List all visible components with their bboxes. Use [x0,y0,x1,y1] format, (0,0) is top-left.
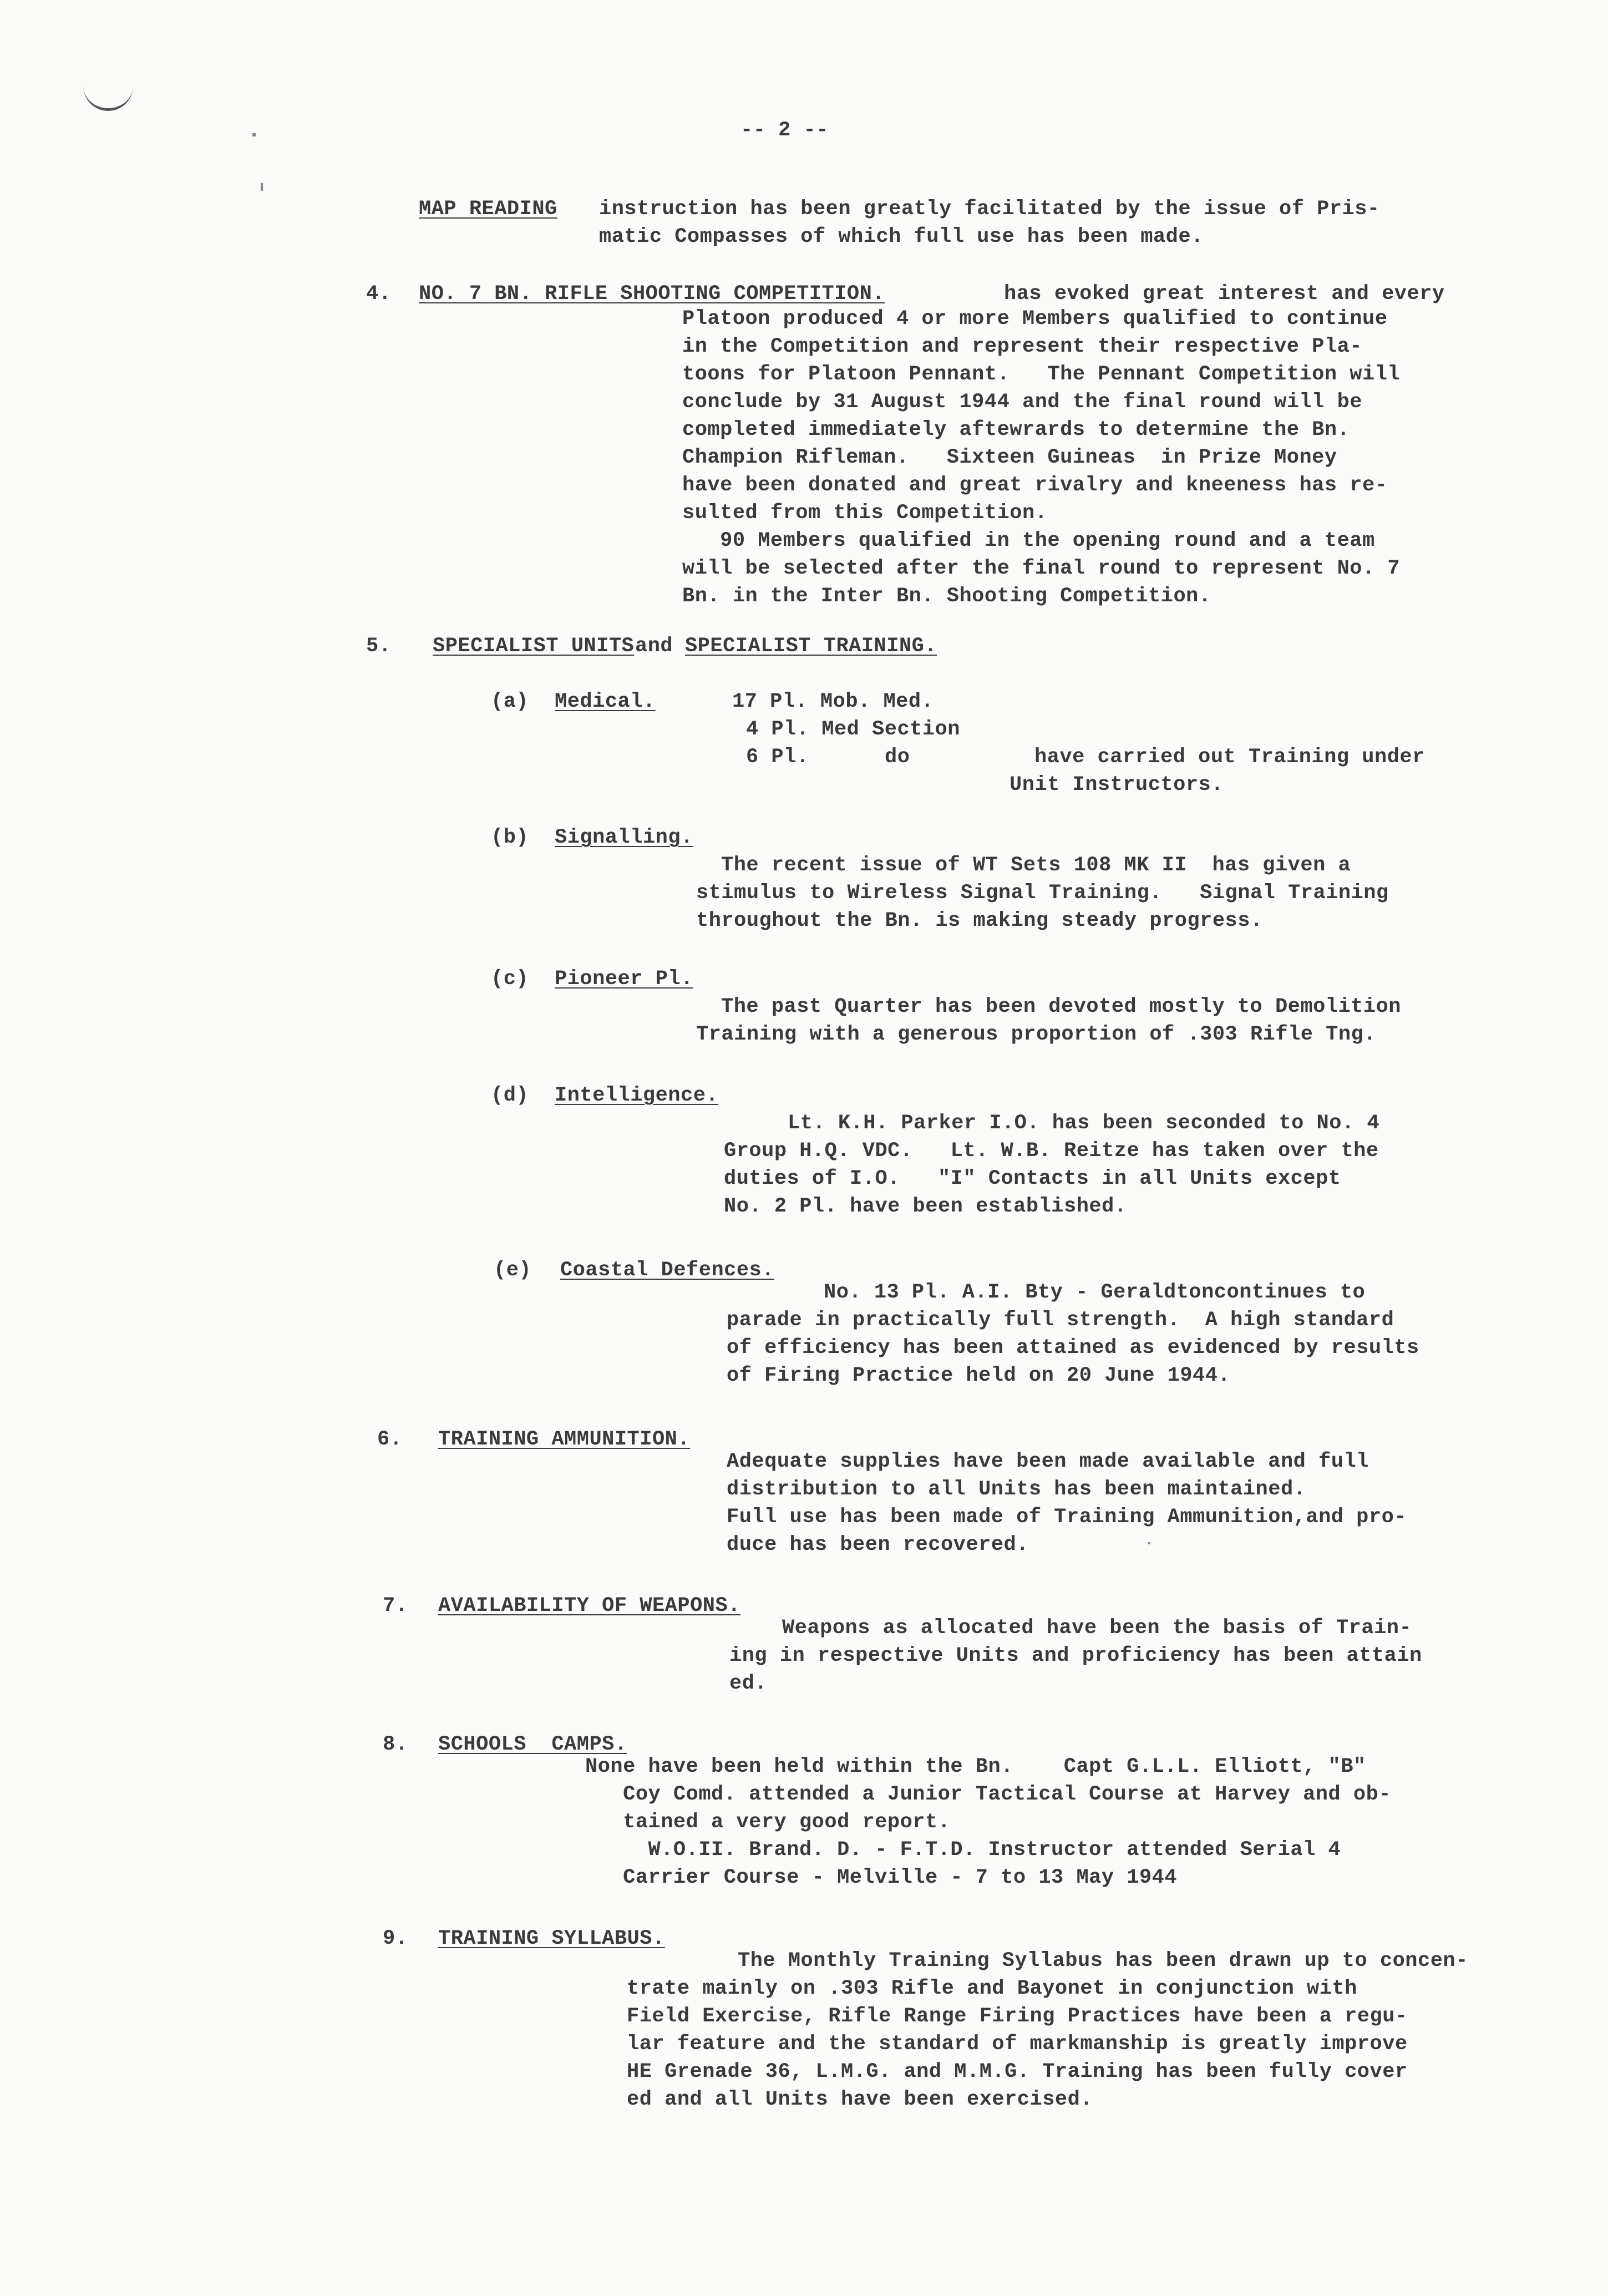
section-5-heading-part: and [635,635,673,658]
subsection-e-label: (e) [494,1259,532,1282]
subsection-e-line: parade in practically full strength. A high standard [727,1309,1394,1332]
subsection-b-line: stimulus to Wireless Signal Training. Signal Training [696,881,1389,905]
ink-speck [261,183,263,191]
section-9-line: Field Exercise, Rifle Range Firing Practices have been a regu- [627,2005,1408,2028]
subsection-b-label: (b) [491,826,529,849]
section-8-line: Carrier Course - Melville - 7 to 13 May 1944 [585,1866,1178,1889]
section-8-heading: SCHOOLS CAMPS. [438,1733,627,1756]
section-8-line: Coy Comd. attended a Junior Tactical Course at Harvey and ob- [585,1783,1392,1806]
section-6-line: Full use has been made of Training Ammunition,and pro- [727,1506,1407,1529]
section-8-line: None have been held within the Bn. Capt G.L.L. Elliott, "B" [585,1755,1366,1778]
section-4-line: 90 Members qualified in the opening round and a team [682,529,1375,553]
subsection-d-line: Lt. K.H. Parker I.O. has been seconded to No. 4 [788,1112,1380,1135]
section-9-line: trate mainly on .303 Rifle and Bayonet in conjunction with [627,1977,1357,2000]
subsection-a-title: Medical. [555,690,656,713]
section-8-line: W.O.II. Brand. D. - F.T.D. Instructor attended Serial 4 [585,1838,1341,1862]
section-9-heading: TRAINING SYLLABUS. [438,1927,665,1950]
subsection-d-line: duties of I.O. "I" Contacts in all Units except [724,1167,1341,1190]
section-4-line: completed immediately aftewrards to determine the Bn. [682,418,1350,442]
subsection-d-title: Intelligence. [555,1084,719,1107]
section-6-heading: TRAINING AMMUNITION. [438,1428,691,1451]
subsection-d-label: (d) [491,1084,529,1107]
page-number: -- 2 -- [740,119,829,142]
section-4-line: has evoked great interest and every [1004,282,1445,306]
subsection-c-label: (c) [491,967,529,991]
subsection-a-line: 17 Pl. Mob. Med. [732,690,934,713]
subsection-a-label: (a) [491,690,529,713]
section-4-line: have been donated and great rivalry and kneeness has re- [682,474,1388,497]
subsection-a-line: have carried out Training under [1034,746,1425,769]
section-5-heading-part: SPECIALIST TRAINING. [685,635,937,658]
subsection-b-title: Signalling. [555,826,693,849]
subsection-e-line: No. 13 Pl. A.I. Bty - Geraldtoncontinues to [824,1281,1366,1304]
section-8-number: 8. [383,1733,408,1756]
section-8-line: tained a very good report. [585,1811,951,1834]
section-4-line: conclude by 31 August 1944 and the final round will be [682,391,1362,414]
subsection-c-title: Pioneer Pl. [555,967,693,991]
map-reading-line: matic Compasses of which full use has been made. [599,225,1204,249]
section-4-line: in the Competition and represent their respective Pla- [682,335,1362,358]
ink-speck [252,133,256,136]
section-4-line: will be selected after the final round to represent No. 7 [682,557,1401,580]
section-9-line: The Monthly Training Syllabus has been drawn up to concen- [738,1949,1468,1973]
subsection-e-line: of efficiency has been attained as evidenced by results [727,1336,1419,1360]
section-6-number: 6. [377,1428,403,1451]
section-4-line: sulted from this Competition. [682,501,1048,525]
section-4-number: 4. [366,282,392,306]
section-7-line: ed. [729,1672,768,1695]
subsection-a-line: do [885,746,910,769]
section-7-heading: AVAILABILITY OF WEAPONS. [438,1594,740,1618]
section-6-line: Adequate supplies have been made available and full [727,1450,1369,1473]
section-9-number: 9. [383,1927,408,1950]
subsection-a-line: 4 Pl. Med Section [746,718,960,741]
section-5-number: 5. [366,635,392,658]
section-9-line: ed and all Units have been exercised. [627,2088,1093,2111]
section-4-line: Bn. in the Inter Bn. Shooting Competition. [682,585,1211,608]
section-5-heading-part: SPECIALIST UNITS [433,635,635,658]
section-9-line: lar feature and the standard of markmanship is greatly improve [627,2033,1408,2056]
section-7-number: 7. [383,1594,408,1618]
ink-speck [1148,1542,1150,1544]
section-7-line: ing in respective Units and proficiency has been attain [729,1644,1422,1667]
subsection-e-title: Coastal Defences. [560,1259,774,1282]
subsection-b-line: throughout the Bn. is making steady progress. [696,909,1263,932]
subsection-c-line: Training with a generous proportion of .303 Rifle Tng. [696,1023,1376,1046]
section-9-line: HE Grenade 36, L.M.G. and M.M.G. Training has been fully cover [627,2060,1408,2084]
subsection-e-line: of Firing Practice held on 20 June 1944. [727,1364,1231,1387]
subsection-b-line: The recent issue of WT Sets 108 MK II has given a [721,854,1351,877]
map-reading-line: instruction has been greatly facilitated by the issue of Pris- [599,197,1380,221]
subsection-a-line: 6 Pl. [746,746,809,769]
subsection-d-line: No. 2 Pl. have been established. [724,1195,1127,1218]
section-6-line: duce has been recovered. [727,1533,1029,1557]
subsection-a-line: Unit Instructors. [1010,773,1224,797]
section-4-line: Champion Rifleman. Sixteen Guineas in Prize Money [682,446,1337,469]
section-6-line: distribution to all Units has been maintained. [727,1478,1306,1501]
punch-hole-mark [83,75,133,111]
section-4-heading: NO. 7 BN. RIFLE SHOOTING COMPETITION. [419,282,885,306]
section-7-line: Weapons as allocated have been the basis of Train- [782,1616,1412,1640]
subsection-c-line: The past Quarter has been devoted mostly to Demolition [721,995,1401,1018]
section-4-line: toons for Platoon Pennant. The Pennant Competition will [682,363,1401,386]
map-reading-heading: MAP READING [419,197,557,221]
section-4-line: Platoon produced 4 or more Members qualified to continue [682,307,1388,331]
subsection-d-line: Group H.Q. VDC. Lt. W.B. Reitze has taken over the [724,1139,1379,1163]
